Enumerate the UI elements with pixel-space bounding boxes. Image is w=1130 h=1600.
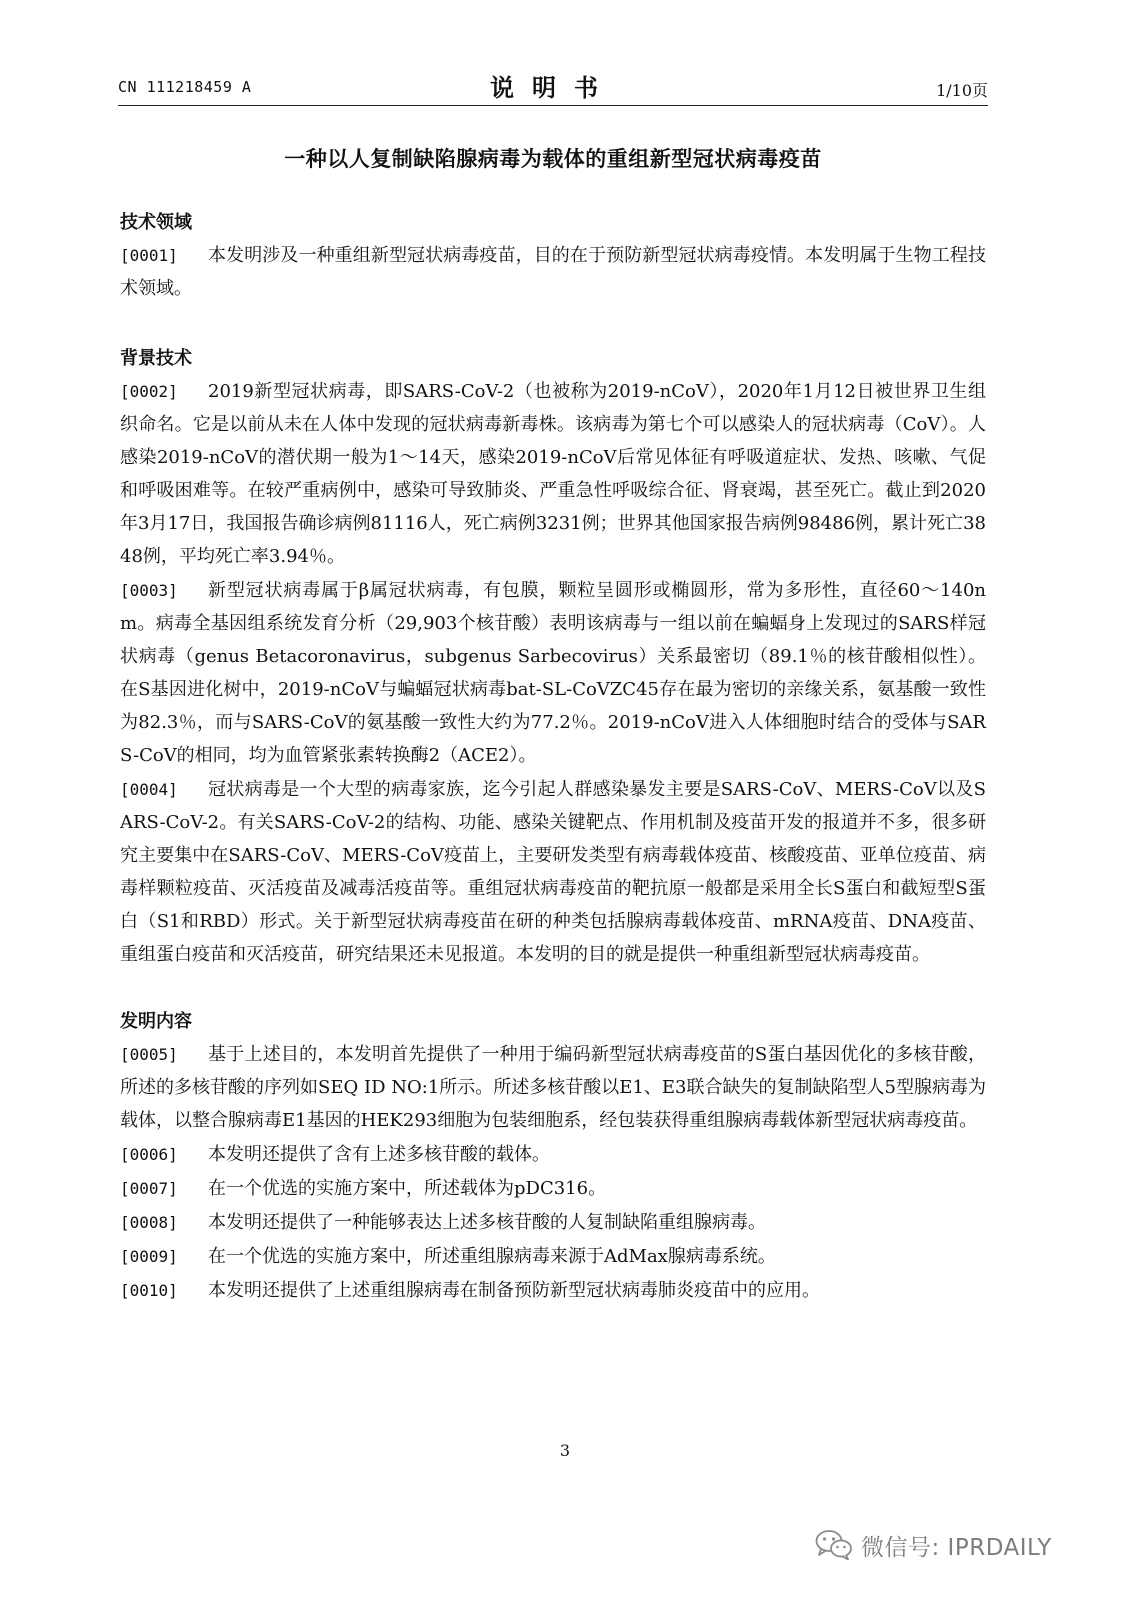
paragraph-text: 本发明还提供了一种能够表达上述多核苷酸的人复制缺陷重组腺病毒。: [208, 1212, 766, 1233]
publication-number: CN 111218459 A: [118, 78, 252, 96]
page-number: 3: [559, 1441, 571, 1460]
paragraph-number: [0003]: [120, 581, 178, 600]
watermark: [815, 1528, 1052, 1562]
section-heading-technical-field: 技术领域: [120, 212, 192, 233]
paragraph-text: 2019新型冠状病毒，即SARS-CoV-2（也被称为2019-nCoV），2020年1月12日被世界卫生组织命名。它是以前从未在人体中发现的冠状病毒新毒株。该病毒为第七个可以感染人的冠状病毒（CoV）。人感染2019-nCoV的潜伏期一般为1～14天，感染2019-nCoV后常见体征有呼吸道症状、发热、咳嗽、气促和呼吸困难等。在较严重病例中，感染可导致肺炎、严重急性呼吸综合征、肾衰竭，甚至死亡。截止到2020年3月17日，我国报告确诊病例81116人，死亡病例3231例；世界其他国家报告病例98486例，累计死亡3848例，平均死亡率3.94％。: [120, 381, 986, 567]
section-spacer: [120, 306, 986, 342]
paragraph-text: 本发明涉及一种重组新型冠状病毒疫苗，目的在于预防新型冠状病毒疫情。本发明属于生物工程技术领域。: [120, 245, 986, 299]
paragraph: [120, 1172, 986, 1205]
document-body: [120, 206, 986, 1308]
paragraph-text: 本发明还提供了含有上述多核苷酸的载体。: [208, 1144, 550, 1165]
header-rule: [118, 105, 988, 106]
paragraph-text: 冠状病毒是一个大型的病毒家族，迄今引起人群感染暴发主要是SARS-CoV、MERS-CoV以及SARS-CoV-2。有关SARS-CoV-2的结构、功能、感染关键靶点、作用机制及疫苗开发的报道并不多，很多研究主要集中在SARS-CoV、MERS-CoV疫苗上，主要研发类型有病毒载体疫苗、核酸疫苗、亚单位疫苗、病毒样颗粒疫苗、灭活疫苗及减毒活疫苗等。重组冠状病毒疫苗的靶抗原一般都是采用全长S蛋白和截短型S蛋白（S1和RBD）形式。关于新型冠状病毒疫苗在研的种类包括腺病毒载体疫苗、mRNA疫苗、DNA疫苗、重组蛋白疫苗和灭活疫苗，研究结果还未见报道。本发明的目的就是提供一种重组新型冠状病毒疫苗。: [120, 779, 986, 965]
paragraph-number: [0001]: [120, 246, 178, 265]
watermark-text: 微信号: IPRDAILY: [861, 1534, 1052, 1561]
paragraph-number: [0009]: [120, 1247, 178, 1266]
paragraph-number: [0008]: [120, 1213, 178, 1232]
paragraph-number: [0002]: [120, 382, 178, 401]
section-heading-background: 背景技术: [120, 348, 192, 369]
paragraph-text: 新型冠状病毒属于β属冠状病毒，有包膜，颗粒呈圆形或椭圆形，常为多形性，直径60～140nm。病毒全基因组系统发育分析（29,903个核苷酸）表明该病毒与一组以前在蝙蝠身上发现过的SARS样冠状病毒（genus Betacoronavirus，subgenus Sarbecovirus）关系最密切（89.1％的核苷酸相似性）。在S基因进化树中，2019-nCoV与蝙蝠冠状病毒bat-SL-CoVZC45存在最为密切的亲缘关系，氨基酸一致性为82.3％，而与SARS-CoV的氨基酸一致性大约为77.2％。2019-nCoV进入人体细胞时结合的受体与SARS-CoV的相同，均为血管紧张素转换酶2（ACE2）。: [120, 580, 986, 766]
document-type-title: 说明书: [490, 74, 616, 102]
paragraph: [120, 773, 986, 971]
paragraph-text: 在一个优选的实施方案中，所述载体为pDC316。: [208, 1178, 607, 1199]
section-spacer: [120, 972, 986, 1005]
paragraph: [120, 1138, 986, 1171]
paragraph: [120, 1240, 986, 1273]
paragraph: [120, 239, 986, 305]
paragraph-number: [0006]: [120, 1145, 178, 1164]
paragraph: [120, 1206, 986, 1239]
section-heading-invention-content: 发明内容: [120, 1011, 192, 1032]
invention-title: 一种以人复制缺陷腺病毒为载体的重组新型冠状病毒疫苗: [284, 147, 822, 171]
paragraph-text: 在一个优选的实施方案中，所述重组腺病毒来源于AdMax腺病毒系统。: [208, 1246, 776, 1267]
paragraph-number: [0010]: [120, 1281, 178, 1300]
paragraph-number: [0005]: [120, 1045, 178, 1064]
paragraph: [120, 1038, 986, 1137]
paragraph-text: 基于上述目的，本发明首先提供了一种用于编码新型冠状病毒疫苗的S蛋白基因优化的多核苷酸，所述的多核苷酸的序列如SEQ ID NO:1所示。所述多核苷酸以E1、E3联合缺失的复制缺陷型人5型腺病毒为载体，以整合腺病毒E1基因的HEK293细胞为包装细胞系，经包装获得重组腺病毒载体新型冠状病毒疫苗。: [120, 1044, 986, 1131]
paragraph-number: [0004]: [120, 780, 178, 799]
paragraph: [120, 375, 986, 573]
paragraph: [120, 1274, 986, 1307]
paragraph-text: 本发明还提供了上述重组腺病毒在制备预防新型冠状病毒肺炎疫苗中的应用。: [208, 1280, 820, 1301]
page-header: [118, 68, 988, 104]
wechat-icon: [815, 1529, 853, 1561]
paragraph: [120, 574, 986, 772]
paragraph-number: [0007]: [120, 1179, 178, 1198]
page-label: 1/10页: [936, 81, 988, 100]
